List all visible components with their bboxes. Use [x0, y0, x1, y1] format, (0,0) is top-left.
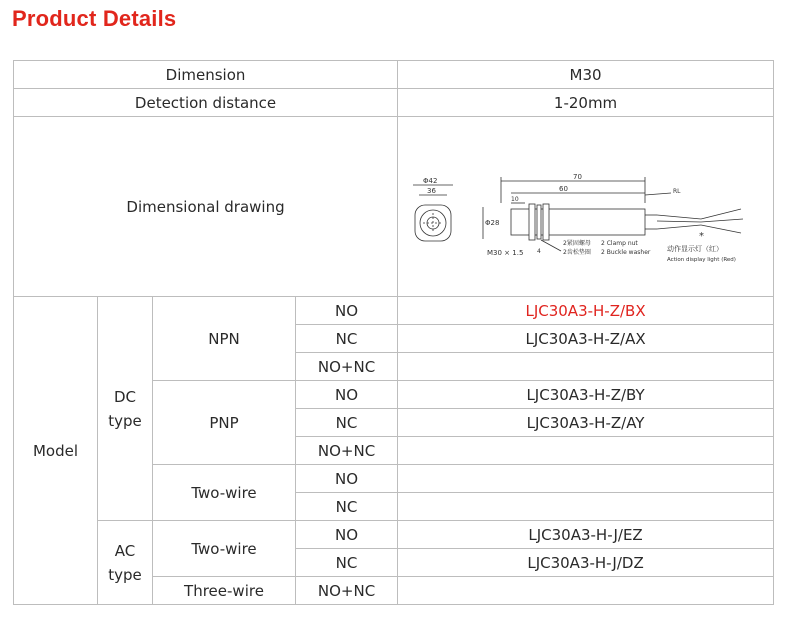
model-number: LJC30A3-H-Z/BY [398, 381, 774, 409]
output-type: NO+NC [296, 437, 398, 465]
clamp-nut-label: 2 Clamp nut [600, 239, 638, 247]
dim-phi28: Φ28 [484, 218, 499, 227]
output-type: NO [296, 381, 398, 409]
model-number [398, 353, 774, 381]
dimensional-drawing-label: Dimensional drawing [14, 117, 398, 297]
dc-type-line2: type [108, 411, 142, 430]
label-rl: RL [672, 187, 681, 195]
dim-phi42: Φ42 [422, 176, 437, 185]
model-number: LJC30A3-H-J/EZ [398, 521, 774, 549]
indicator-label: Action display light (Red) [666, 256, 736, 263]
dimensional-drawing-image [401, 147, 771, 267]
output-type: NC [296, 409, 398, 437]
output-type: NO [296, 521, 398, 549]
model-number [398, 465, 774, 493]
product-details-table [13, 60, 774, 605]
ac-type-line2: type [108, 565, 142, 584]
dc-type-line1: DC [113, 387, 137, 406]
output-type: NO+NC [296, 353, 398, 381]
page-title: Product Details [12, 6, 177, 31]
detection-distance-value: 1-20mm [398, 89, 774, 117]
dc-type-label [98, 297, 153, 521]
npn-label: NPN [153, 297, 296, 381]
dimension-value: M30 [398, 61, 774, 89]
pnp-label: PNP [153, 381, 296, 465]
dimensional-drawing-row [14, 117, 774, 297]
dimensional-drawing-cell [398, 117, 774, 297]
indicator-label-cn: 动作显示灯（红） [666, 244, 723, 253]
model-number: LJC30A3-H-Z/AX [398, 325, 774, 353]
model-number [398, 437, 774, 465]
dim-thread: M30 × 1.5 [486, 248, 523, 257]
dim-10: 10 [510, 195, 519, 203]
indicator-mark: * [698, 230, 704, 242]
dim-4: 4 [536, 247, 541, 255]
model-number: LJC30A3-H-J/DZ [398, 549, 774, 577]
dim-60: 60 [558, 184, 568, 193]
front-view [413, 177, 453, 241]
dimension-label: Dimension [14, 61, 398, 89]
dc-two-wire-label: Two-wire [153, 465, 296, 521]
detection-distance-label: Detection distance [14, 89, 398, 117]
ac-type-line1: AC [114, 541, 136, 560]
model-number: LJC30A3-H-Z/BX [398, 297, 774, 325]
output-type: NC [296, 549, 398, 577]
ac-two-wire-label: Two-wire [153, 521, 296, 577]
output-type: NC [296, 493, 398, 521]
dimension-row [14, 61, 774, 89]
model-number: LJC30A3-H-Z/AY [398, 409, 774, 437]
dim-70: 70 [572, 172, 582, 181]
ac-type-label [98, 521, 153, 605]
washer-label: 2 Buckle washer [600, 248, 650, 256]
model-label: Model [14, 297, 98, 605]
three-wire-label: Three-wire [153, 577, 296, 605]
model-row [14, 521, 774, 549]
output-type: NC [296, 325, 398, 353]
washer-label-cn: 2齿松垫圈 [562, 248, 591, 256]
model-number [398, 577, 774, 605]
output-type: NO [296, 465, 398, 493]
detection-distance-row [14, 89, 774, 117]
clamp-nut-label-cn: 2紧固螺母 [562, 239, 591, 247]
side-view [483, 173, 743, 263]
output-type: NO [296, 297, 398, 325]
model-number [398, 493, 774, 521]
model-row [14, 297, 774, 325]
output-type: NO+NC [296, 577, 398, 605]
dim-36: 36 [426, 186, 436, 195]
